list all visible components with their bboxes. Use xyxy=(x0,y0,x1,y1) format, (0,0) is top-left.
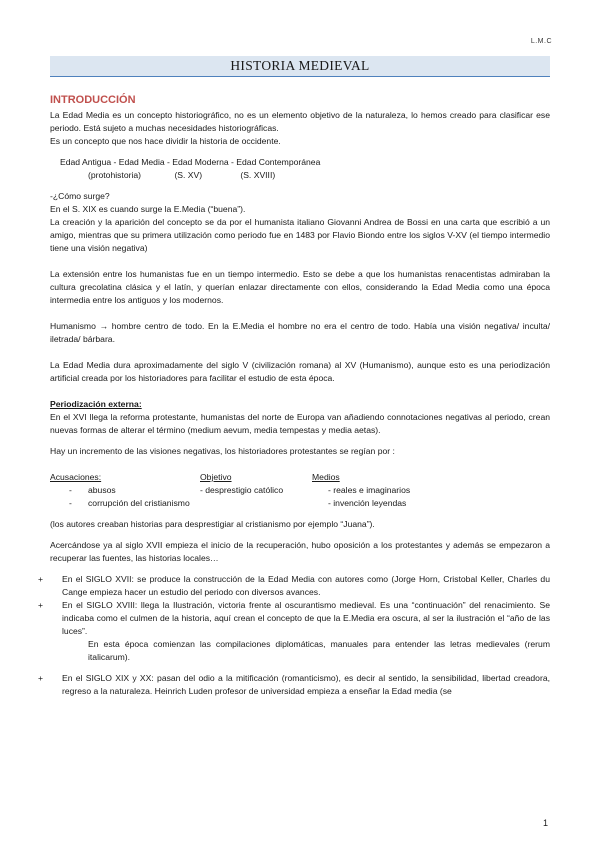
column-header: Objetivo xyxy=(200,472,232,482)
page-title: HISTORIA MEDIEVAL xyxy=(50,56,550,77)
intro-paragraph: La Edad Media es un concepto historiográfico, no es un elemento objetivo de la naturaleza, lo hemos creado para clasificar ese periodo. Está sujeto a muchas necesidades historiográficas. xyxy=(50,110,550,133)
intro-paragraph: La Edad Media dura aproximadamente del siglo V (civilización romana) al XV (Humanismo), aunque esto es una periodización artificial creada por los historiadores para facilitar el estudio de esta época. xyxy=(50,360,550,383)
intro-paragraph: En el S. XIX es cuando surge la E.Media (“buena”). xyxy=(50,204,246,214)
bullet-item: + En el SIGLO XVII: se produce la construcción de la Edad Media con autores como (Jorge Horn, Cristobal Keller, Charles du Cange empieza hacer un estudio del periodo con diversos avances. xyxy=(50,573,550,599)
table-cell: - invención leyendas xyxy=(328,498,407,508)
eras-line: Edad Antigua - Edad Media - Edad Moderna - Edad Contemporánea xyxy=(60,157,321,167)
periodizacion-heading: Periodización externa: xyxy=(50,399,142,409)
page-number: 1 xyxy=(542,818,548,828)
table-cell: - corrupción del cristianismo xyxy=(50,497,200,510)
eras-sub-line: (protohistoria) (S. XV) (S. XVIII) xyxy=(88,170,276,180)
accusations-table xyxy=(50,471,550,510)
table-cell: - reales e imaginarios xyxy=(328,485,411,495)
table-cell: - abusos xyxy=(50,484,200,497)
intro-paragraph: Es un concepto que nos hace dividir la historia de occidente. xyxy=(50,136,281,146)
author-initials: L.M.C xyxy=(530,38,552,45)
bullet-item: + En el SIGLO XVIII: llega la Ilustración, victoria frente al oscurantismo medieval. Es una “continuación” del renacimiento. Se indicaba como el culmen de la historia, aquí crean el concepto de que la E.Media era oscura, al ser la ilustración el “año de las luces”. xyxy=(50,599,550,638)
question-heading: -¿Cómo surge? xyxy=(50,191,110,201)
table-cell xyxy=(200,497,312,510)
intro-paragraph: Humanismo → hombre centro de todo. En la E.Media el hombre no era el centro de todo. Había una visión negativa/ inculta/ iletrada/ bárbara. xyxy=(50,321,550,344)
section-paragraph: Acercándose ya al siglo XVII empieza el inicio de la recuperación, hubo oposición a los protestantes y además se empezaron a recuperar las fuentes, las historias locales… xyxy=(50,540,550,563)
section-paragraph: En el XVI llega la reforma protestante, humanistas del norte de Europa van añadiendo connotaciones negativas al periodo, crean nuevas formas de alterar el término (medium aevum, media tempestas y media aetas). xyxy=(50,412,550,435)
document-body xyxy=(50,94,550,698)
intro-paragraph: La extensión entre los humanistas fue en un tiempo intermedio. Esto se debe a que los humanistas renacentistas admiraban la cultura grecolatina clásica y el latín, y querían enlazar directamente con ellos, considerando la Edad Media como una época intermedia entre los antiguos y los modernos. xyxy=(50,269,550,305)
section-paragraph: (los autores creaban historias para desprestigiar al cristianismo por ejemplo “Juana”). xyxy=(50,519,375,529)
table-cell: - desprestigio católico xyxy=(200,485,284,495)
section-paragraph: Hay un incremento de las visiones negativas, los historiadores protestantes se regían por : xyxy=(50,446,395,456)
bullet-item: + En el SIGLO XIX y XX: pasan del odio a la mitificación (romanticismo), es decir al sentido, la sensibilidad, libertad creadora, regreso a la naturaleza. Heinrich Luden profesor de universidad empieza a enseñar la Edad media (se xyxy=(50,672,550,698)
intro-heading: INTRODUCCIÓN xyxy=(50,94,136,106)
column-header: Acusaciones: xyxy=(50,472,102,482)
column-header: Medios xyxy=(312,472,340,482)
bullet-subparagraph: En esta época comienzan las compilaciones diplomáticas, manuales para entender las letras medievales (rerum italicarum). xyxy=(88,639,550,662)
intro-paragraph: La creación y la aparición del concepto se da por el humanista italiano Giovanni Andrea de Bossi en una carta que escribió a un amigo, mientras que su primera utilización como periodo fue en 1483 por Flavio Biondo entre los siglos V-XV (el tiempo intermedio tiene una visión negativa) xyxy=(50,217,550,253)
